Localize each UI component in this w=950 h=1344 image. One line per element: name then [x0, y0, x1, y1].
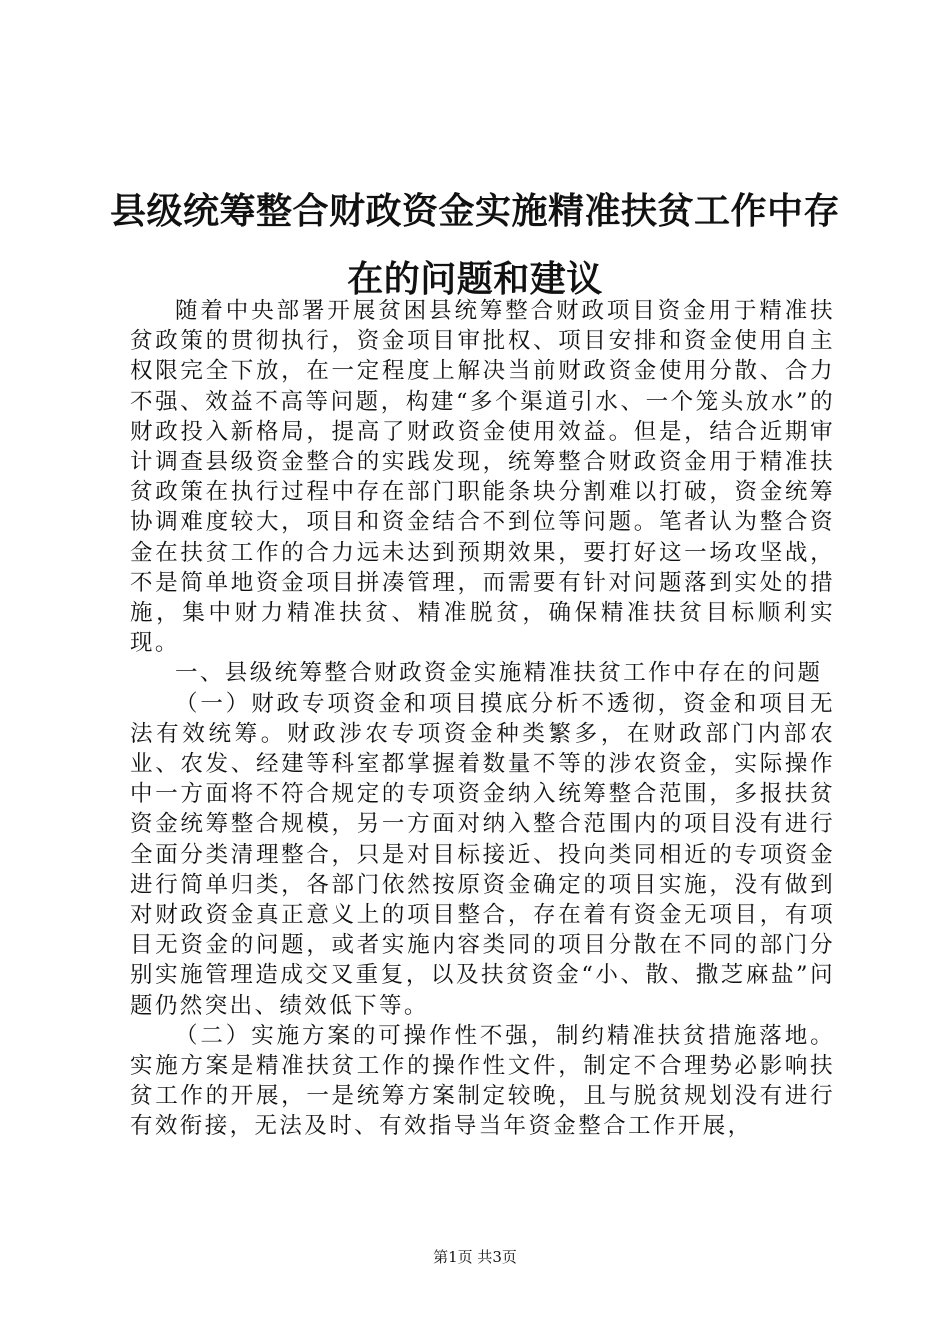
document-body [130, 296, 835, 1142]
paragraph-intro: 随着中央部署开展贫困县统筹整合财政项目资金用于精准扶贫政策的贯彻执行，资金项目审批权、项目安排和资金使用自主权限完全下放，在一定程度上解决当前财政资金使用分散、合力不强、效益不高等问题，构建“多个渠道引水、一个笼头放水”的财政投入新格局，提高了财政资金使用效益。但是，结合近期审计调查县级资金整合的实践发现，统筹整合财政资金用于精准扶贫政策在执行过程中存在部门职能条块分割难以打破，资金统筹协调难度较大，项目和资金结合不到位等问题。笔者认为整合资金在扶贫工作的合力远未达到预期效果，要打好这一场攻坚战，不是简单地资金项目拼凑管理，而需要有针对问题落到实处的措施，集中财力精准扶贫、精准脱贫，确保精准扶贫目标顺利实现。 [130, 298, 835, 657]
section-heading-problems: 一、县级统筹整合财政资金实施精准扶贫工作中存在的问题 [175, 660, 823, 687]
paragraph-problem-2: （二）实施方案的可操作性不强，制约精准扶贫措施落地。实施方案是精准扶贫工作的操作性文件，制定不合理势必影响扶贫工作的开展，一是统筹方案制定较晚，且与脱贫规划没有进行有效衔接，无法及时、有效指导当年资金整合工作开展， [130, 1022, 835, 1140]
paragraph-problem-1: （一）财政专项资金和项目摸底分析不透彻，资金和项目无法有效统筹。财政涉农专项资金种类繁多，在财政部门内部农业、农发、经建等科室都掌握着数量不等的涉农资金，实际操作中一方面将不符合规定的专项资金纳入统筹整合范围，多报扶贫资金统筹整合规模，另一方面对纳入整合范围内的项目没有进行全面分类清理整合，只是对目标接近、投向类同相近的专项资金进行简单归类，各部门依然按原资金确定的项目实施，没有做到对财政资金真正意义上的项目整合，存在着有资金无项目，有项目无资金的问题，或者实施内容类同的项目分散在不同的部门分别实施管理造成交叉重复，以及扶贫资金“小、散、撒芝麻盐”问题仍然突出、绩效低下等。 [130, 690, 835, 1019]
page-footer: 第1页 共3页 [433, 1248, 517, 1266]
document-title: 县级统筹整合财政资金实施精准扶贫工作中存在的问题和建议 [109, 191, 840, 300]
